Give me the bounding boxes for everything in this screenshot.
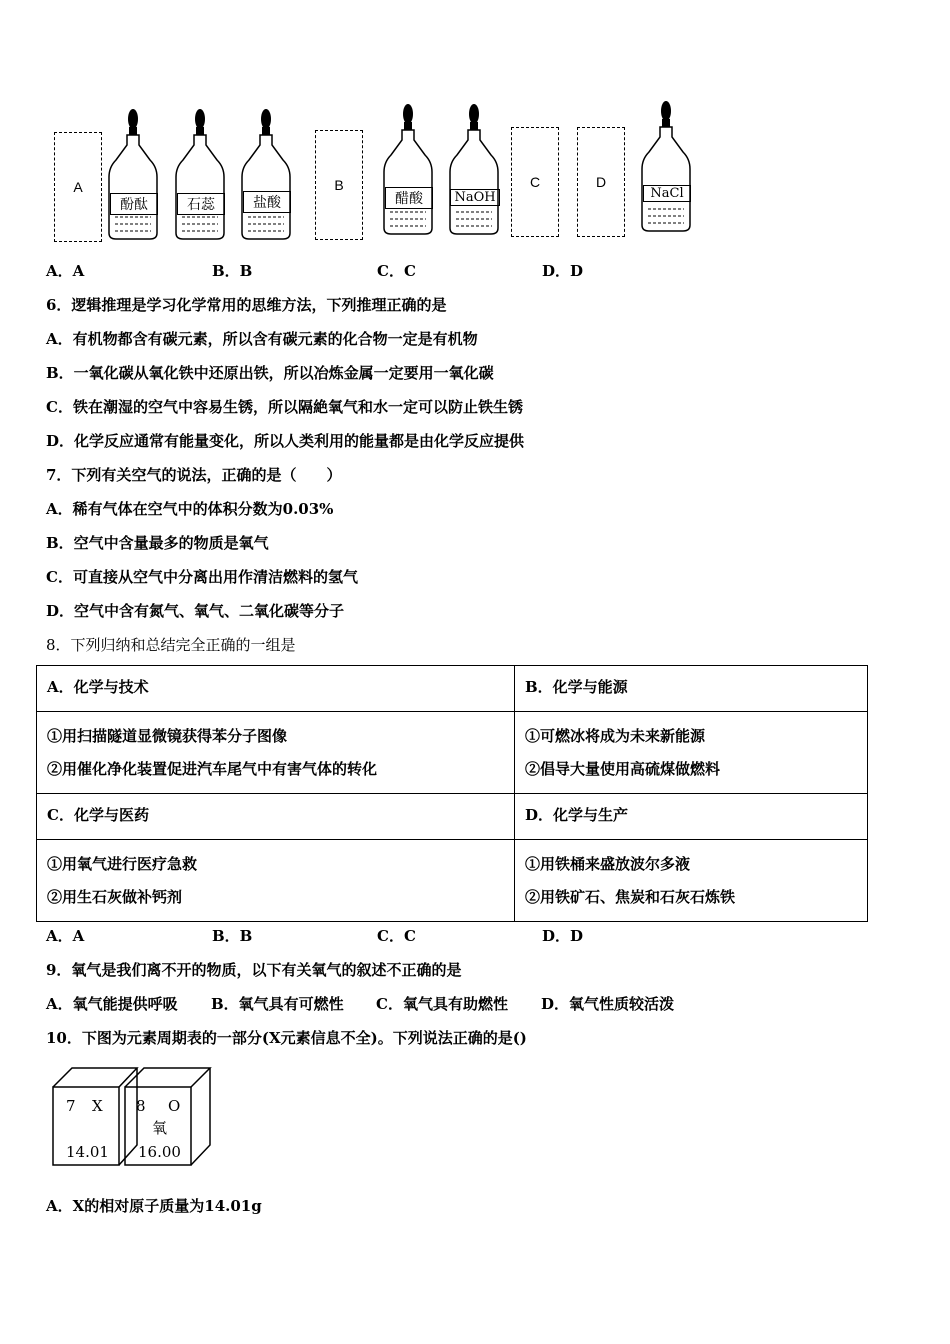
q7-option-b[interactable]: B．空气中含量最多的物质是氧气 <box>46 534 269 552</box>
option-c[interactable]: C．C <box>377 262 416 280</box>
q8-table <box>36 665 868 922</box>
option-b[interactable]: B．B <box>212 262 253 280</box>
cell-line: ②用铁矿石、焦炭和石灰石炼铁 <box>525 888 736 906</box>
q8-stem: 8．下列归纳和总结完全正确的一组是 <box>46 636 296 654</box>
cell-c-body <box>37 840 515 922</box>
cell-line: ①用铁桶来盛放波尔多液 <box>525 855 691 873</box>
periodic-table-figure <box>52 1065 217 1167</box>
element-mass: 14.01 <box>66 1143 109 1161</box>
cell-text: B．化学与能源 <box>525 678 628 696</box>
q7-option-c[interactable]: C．可直接从空气中分离出用作清洁燃料的氢气 <box>46 568 358 586</box>
q6-option-c[interactable]: C．铁在潮湿的空气中容易生锈，所以隔絶氧气和水一定可以防止铁生锈 <box>46 398 523 416</box>
cell-a-head <box>37 666 515 712</box>
bottle-label: NaOH <box>450 189 500 206</box>
cell-line: ②用生石灰做补钙剂 <box>47 888 183 906</box>
box-label: A <box>73 179 83 195</box>
cell-b-head <box>515 666 868 712</box>
blank-box-d <box>577 127 625 237</box>
bottle-label: 醋酸 <box>385 187 433 209</box>
cell-line: ①可燃冰将成为未来新能源 <box>525 727 706 745</box>
option-a[interactable]: A．A <box>46 927 85 945</box>
bottle-icon <box>105 105 161 245</box>
cell-c-head <box>37 794 515 840</box>
element-symbol: X <box>92 1097 103 1115</box>
bottle-icon <box>446 100 502 240</box>
bottle-icon <box>238 105 294 245</box>
cell-text: A．化学与技术 <box>47 678 149 696</box>
element-symbol: O <box>168 1097 181 1115</box>
option-c[interactable]: C．C <box>377 927 416 945</box>
box-label: D <box>595 174 607 190</box>
box-label: C <box>529 174 541 190</box>
bottle-icon <box>172 105 228 245</box>
cell-b-body <box>515 712 868 794</box>
bottle-label: 酚酞 <box>110 193 158 215</box>
cell-d-head <box>515 794 868 840</box>
q6-option-b[interactable]: B．一氧化碳从氧化铁中还原出铁，所以冶炼金属一定要用一氧化碳 <box>46 364 494 382</box>
bottle-label: 盐酸 <box>243 191 291 213</box>
q7-stem: 7．下列有关空气的说法，正确的是（ ） <box>46 466 342 484</box>
q9-stem: 9．氧气是我们离不开的物质，以下有关氧气的叙述不正确的是 <box>46 961 462 979</box>
q5-figure <box>0 95 950 245</box>
q6-stem: 6．逻辑推理是学习化学常用的思维方法，下列推理正确的是 <box>46 296 447 314</box>
cell-line: ②倡导大量使用高硫煤做燃料 <box>525 760 721 778</box>
cell-text: C．化学与医药 <box>47 806 149 824</box>
bottle-icon <box>638 97 694 237</box>
option-a[interactable]: A．氧气能提供呼吸 <box>46 995 178 1013</box>
cell-line: ①用氧气进行医疗急救 <box>47 855 198 873</box>
element-name: 氧 <box>152 1119 168 1137</box>
option-a[interactable]: A．A <box>46 262 85 280</box>
q6-option-a[interactable]: A．有机物都含有碳元素，所以含有碳元素的化合物一定是有机物 <box>46 330 478 348</box>
cell-line: ②用催化净化装置促进汽车尾气中有害气体的转化 <box>47 760 378 778</box>
cell-a-body <box>37 712 515 794</box>
option-d[interactable]: D．D <box>542 927 584 945</box>
blank-box-b <box>315 130 363 240</box>
blank-box-c <box>511 127 559 237</box>
q10-option-a[interactable]: A．X的相对原子质量为14.01g <box>46 1197 262 1215</box>
bottle-icon <box>380 100 436 240</box>
q7-option-d[interactable]: D．空气中含有氮气、氧气、二氧化碳等分子 <box>46 602 345 620</box>
bottle-label: 石蕊 <box>177 193 225 215</box>
q7-option-a[interactable]: A．稀有气体在空气中的体积分数为0.03% <box>46 500 334 518</box>
blank-box-a <box>54 132 102 242</box>
element-number: 8 <box>136 1097 146 1115</box>
cell-d-body <box>515 840 868 922</box>
element-number: 7 <box>66 1097 76 1115</box>
bottle-label: NaCl <box>643 185 691 202</box>
option-d[interactable]: D．氧气性质较活泼 <box>541 995 675 1013</box>
cell-text: D．化学与生产 <box>525 806 629 824</box>
q10-stem: 10．下图为元素周期表的一部分(X元素信息不全)。下列说法正确的是() <box>46 1029 527 1047</box>
option-c[interactable]: C．氧气具有助燃性 <box>376 995 508 1013</box>
option-d[interactable]: D．D <box>542 262 584 280</box>
element-mass: 16.00 <box>138 1143 181 1161</box>
option-b[interactable]: B．B <box>212 927 253 945</box>
option-b[interactable]: B．氧气具有可燃性 <box>211 995 344 1013</box>
q6-option-d[interactable]: D．化学反应通常有能量变化，所以人类利用的能量都是由化学反应提供 <box>46 432 525 450</box>
cell-line: ①用扫描隧道显微镜获得苯分子图像 <box>47 727 288 745</box>
box-label: B <box>334 177 344 193</box>
